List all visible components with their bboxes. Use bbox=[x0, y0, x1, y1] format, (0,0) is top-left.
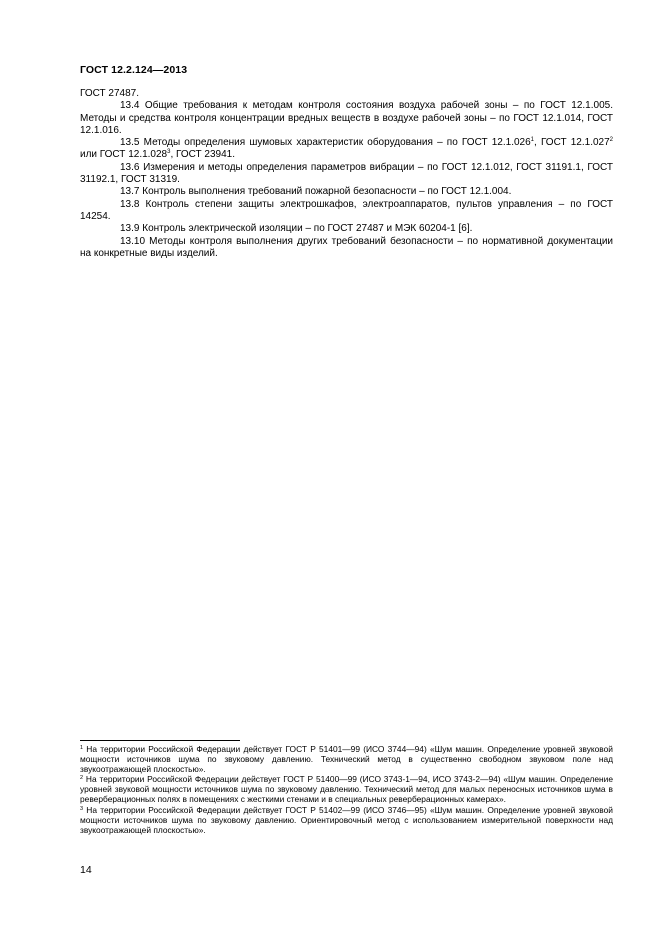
paragraph-continuation: ГОСТ 27487. bbox=[80, 88, 139, 99]
section-13-text bbox=[80, 88, 613, 260]
footnote-text-1: На территории Российской Федерации действует ГОСТ Р 51401—99 (ИСО 3744—94) «Шум машин. Определение уровней звуковой мощности источников шума по звуковому давлению. Технический метод в существенно свободном звуковом поле над звукоотражающей плоскостью». bbox=[80, 744, 613, 775]
paragraph-13-5-part-c: или ГОСТ 12.1.028 bbox=[80, 149, 168, 161]
paragraph-13-9: 13.9 Контроль электрической изоляции – по ГОСТ 27487 и МЭК 60204-1 [6]. bbox=[120, 223, 473, 235]
paragraph-13-5-part-a: 13.5 Методы определения шумовых характеристик оборудования – по ГОСТ 12.1.026 bbox=[120, 137, 531, 149]
footnotes bbox=[80, 744, 613, 835]
footnote-3 bbox=[80, 805, 613, 835]
paragraph-13-7: 13.7 Контроль выполнения требований пожарной безопасности – по ГОСТ 12.1.004. bbox=[120, 186, 512, 198]
footnote-ref-3: 3 bbox=[167, 149, 171, 156]
footnote-2 bbox=[80, 774, 613, 804]
footnote-divider bbox=[80, 740, 240, 741]
paragraph-13-5-part-b: , ГОСТ 12.1.027 bbox=[534, 137, 610, 149]
footnote-mark-2: 2 bbox=[80, 775, 84, 782]
footnote-mark-1: 1 bbox=[80, 745, 84, 751]
paragraph-13-5 bbox=[80, 137, 613, 162]
paragraph-13-5-part-d: , ГОСТ 23941. bbox=[170, 149, 236, 161]
footnote-mark-3: 3 bbox=[80, 805, 84, 812]
paragraph-13-10: 13.10 Методы контроля выполнения других требований безопасности – по нормативной документации на конкретные виды изделий. bbox=[80, 235, 613, 259]
document-code-header: ГОСТ 12.2.124—2013 bbox=[80, 64, 188, 76]
footnote-ref-1: 1 bbox=[530, 137, 534, 144]
page-number: 14 bbox=[80, 864, 92, 876]
footnote-text-3: На территории Российской Федерации действует ГОСТ Р 51402—99 (ИСО 3746—95) «Шум машин. Определение уровней звуковой мощности источников шума по звуковому давлению. Ориентировочный метод с использованием измерительной поверхности над звукоотражающей плоскостью». bbox=[80, 804, 613, 835]
footnote-text-2: На территории Российской Федерации действует ГОСТ Р 51400—99 (ИСО 3743-1—94, ИСО 3743-2—94) «Шум машин. Определение уровней звуковой мощности источников шума по звуковому давлению. Технический метод для малых переносных источников шума в реверберационных полях в помещениях с жесткими стенами и в специальных реверберационных камерах». bbox=[80, 774, 613, 805]
paragraph-13-8: 13.8 Контроль степени защиты электрошкафов, электроаппаратов, пультов управления – по ГОСТ 14254. bbox=[80, 198, 613, 222]
paragraph-13-4: 13.4 Общие требования к методам контроля состояния воздуха рабочей зоны – по ГОСТ 12.1.005. Методы и средства контроля концентрации вредных веществ в воздухе рабочей зоны – по ГОСТ 12.1.014, ГОСТ 12.1.016. bbox=[80, 100, 613, 136]
footnote-1 bbox=[80, 744, 613, 774]
footnote-ref-2: 2 bbox=[609, 137, 614, 144]
paragraph-13-6: 13.6 Измерения и методы определения параметров вибрации – по ГОСТ 12.1.012, ГОСТ 31191.1, ГОСТ 31192.1, ГОСТ 31319. bbox=[80, 161, 613, 186]
